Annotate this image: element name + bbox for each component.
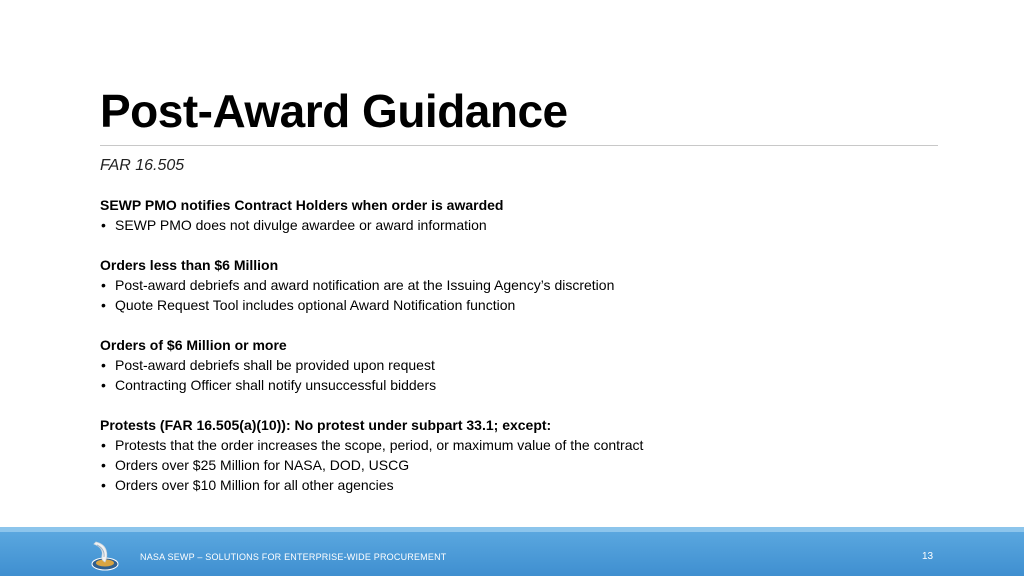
- section-6m-or-more: [100, 335, 940, 395]
- section-heading: Orders of $6 Million or more: [100, 337, 287, 353]
- bullet-text: Post-award debriefs shall be provided upon request: [115, 357, 435, 373]
- section-protests: [100, 415, 940, 495]
- footer-text: NASA SEWP – SOLUTIONS FOR ENTERPRISE-WIDE PROCUREMENT: [140, 552, 447, 562]
- section-heading: Protests (FAR 16.505(a)(10)): No protest under subpart 33.1; except:: [100, 417, 552, 433]
- bullet-icon: •: [101, 377, 106, 393]
- bullet-icon: •: [101, 477, 106, 493]
- bullet-text: SEWP PMO does not divulge awardee or award information: [115, 217, 487, 233]
- bullet-item: [100, 275, 940, 295]
- sewp-logo-icon: [88, 538, 122, 572]
- slide-content: [100, 195, 940, 515]
- page-number: 13: [922, 551, 934, 562]
- bullet-icon: •: [101, 217, 106, 233]
- bullet-icon: •: [101, 457, 106, 473]
- section-notifications: [100, 195, 940, 235]
- slide-title: Post-Award Guidance: [100, 85, 568, 137]
- bullet-text: Protests that the order increases the scope, period, or maximum value of the contract: [115, 437, 644, 453]
- bullet-text: Orders over $25 Million for NASA, DOD, USCG: [115, 457, 410, 473]
- bullet-item: [100, 355, 940, 375]
- bullet-item: [100, 455, 940, 475]
- bullet-icon: •: [101, 297, 106, 313]
- bullet-text: Contracting Officer shall notify unsuccessful bidders: [115, 377, 437, 393]
- bullet-item: [100, 375, 940, 395]
- bullet-text: Post-award debriefs and award notification are at the Issuing Agency’s discretion: [115, 277, 615, 293]
- bullet-icon: •: [101, 357, 106, 373]
- slide-subtitle: FAR 16.505: [100, 157, 185, 174]
- bullet-icon: •: [101, 437, 106, 453]
- bullet-text: Orders over $10 Million for all other agencies: [115, 477, 394, 493]
- section-heading: Orders less than $6 Million: [100, 257, 279, 273]
- bullet-item: [100, 295, 940, 315]
- bullet-item: [100, 215, 940, 235]
- bullet-text: Quote Request Tool includes optional Award Notification function: [115, 297, 516, 313]
- title-divider: [100, 145, 938, 146]
- bullet-icon: •: [101, 277, 106, 293]
- section-under-6m: [100, 255, 940, 315]
- bullet-item: [100, 435, 940, 455]
- bullet-item: [100, 475, 940, 495]
- section-heading: SEWP PMO notifies Contract Holders when order is awarded: [100, 197, 504, 213]
